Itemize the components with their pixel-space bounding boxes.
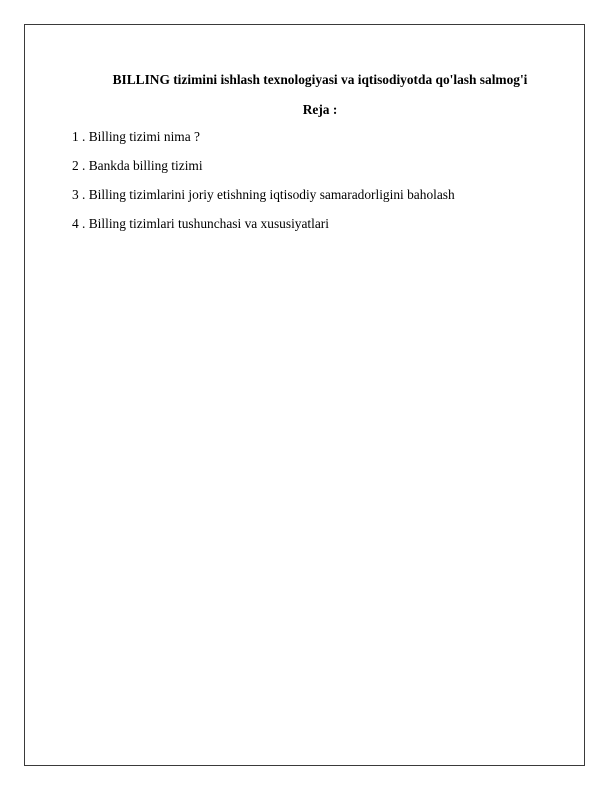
- plan-list: [72, 128, 455, 244]
- plan-item-4: 4 . Billing tizimlari tushunchasi va xususiyatlari: [72, 216, 329, 231]
- document-title: BILLING tizimini ishlash texnologiyasi va iqtisodiyotda qo'lash salmog'i: [112, 72, 528, 87]
- plan-heading: Reja :: [302, 102, 338, 117]
- plan-item-1: 1 . Billing tizimi nima ?: [72, 129, 200, 144]
- plan-item-3: 3 . Billing tizimlarini joriy etishning iqtisodiy samaradorligini baholash: [72, 187, 455, 202]
- plan-item-2: 2 . Bankda billing tizimi: [72, 158, 203, 173]
